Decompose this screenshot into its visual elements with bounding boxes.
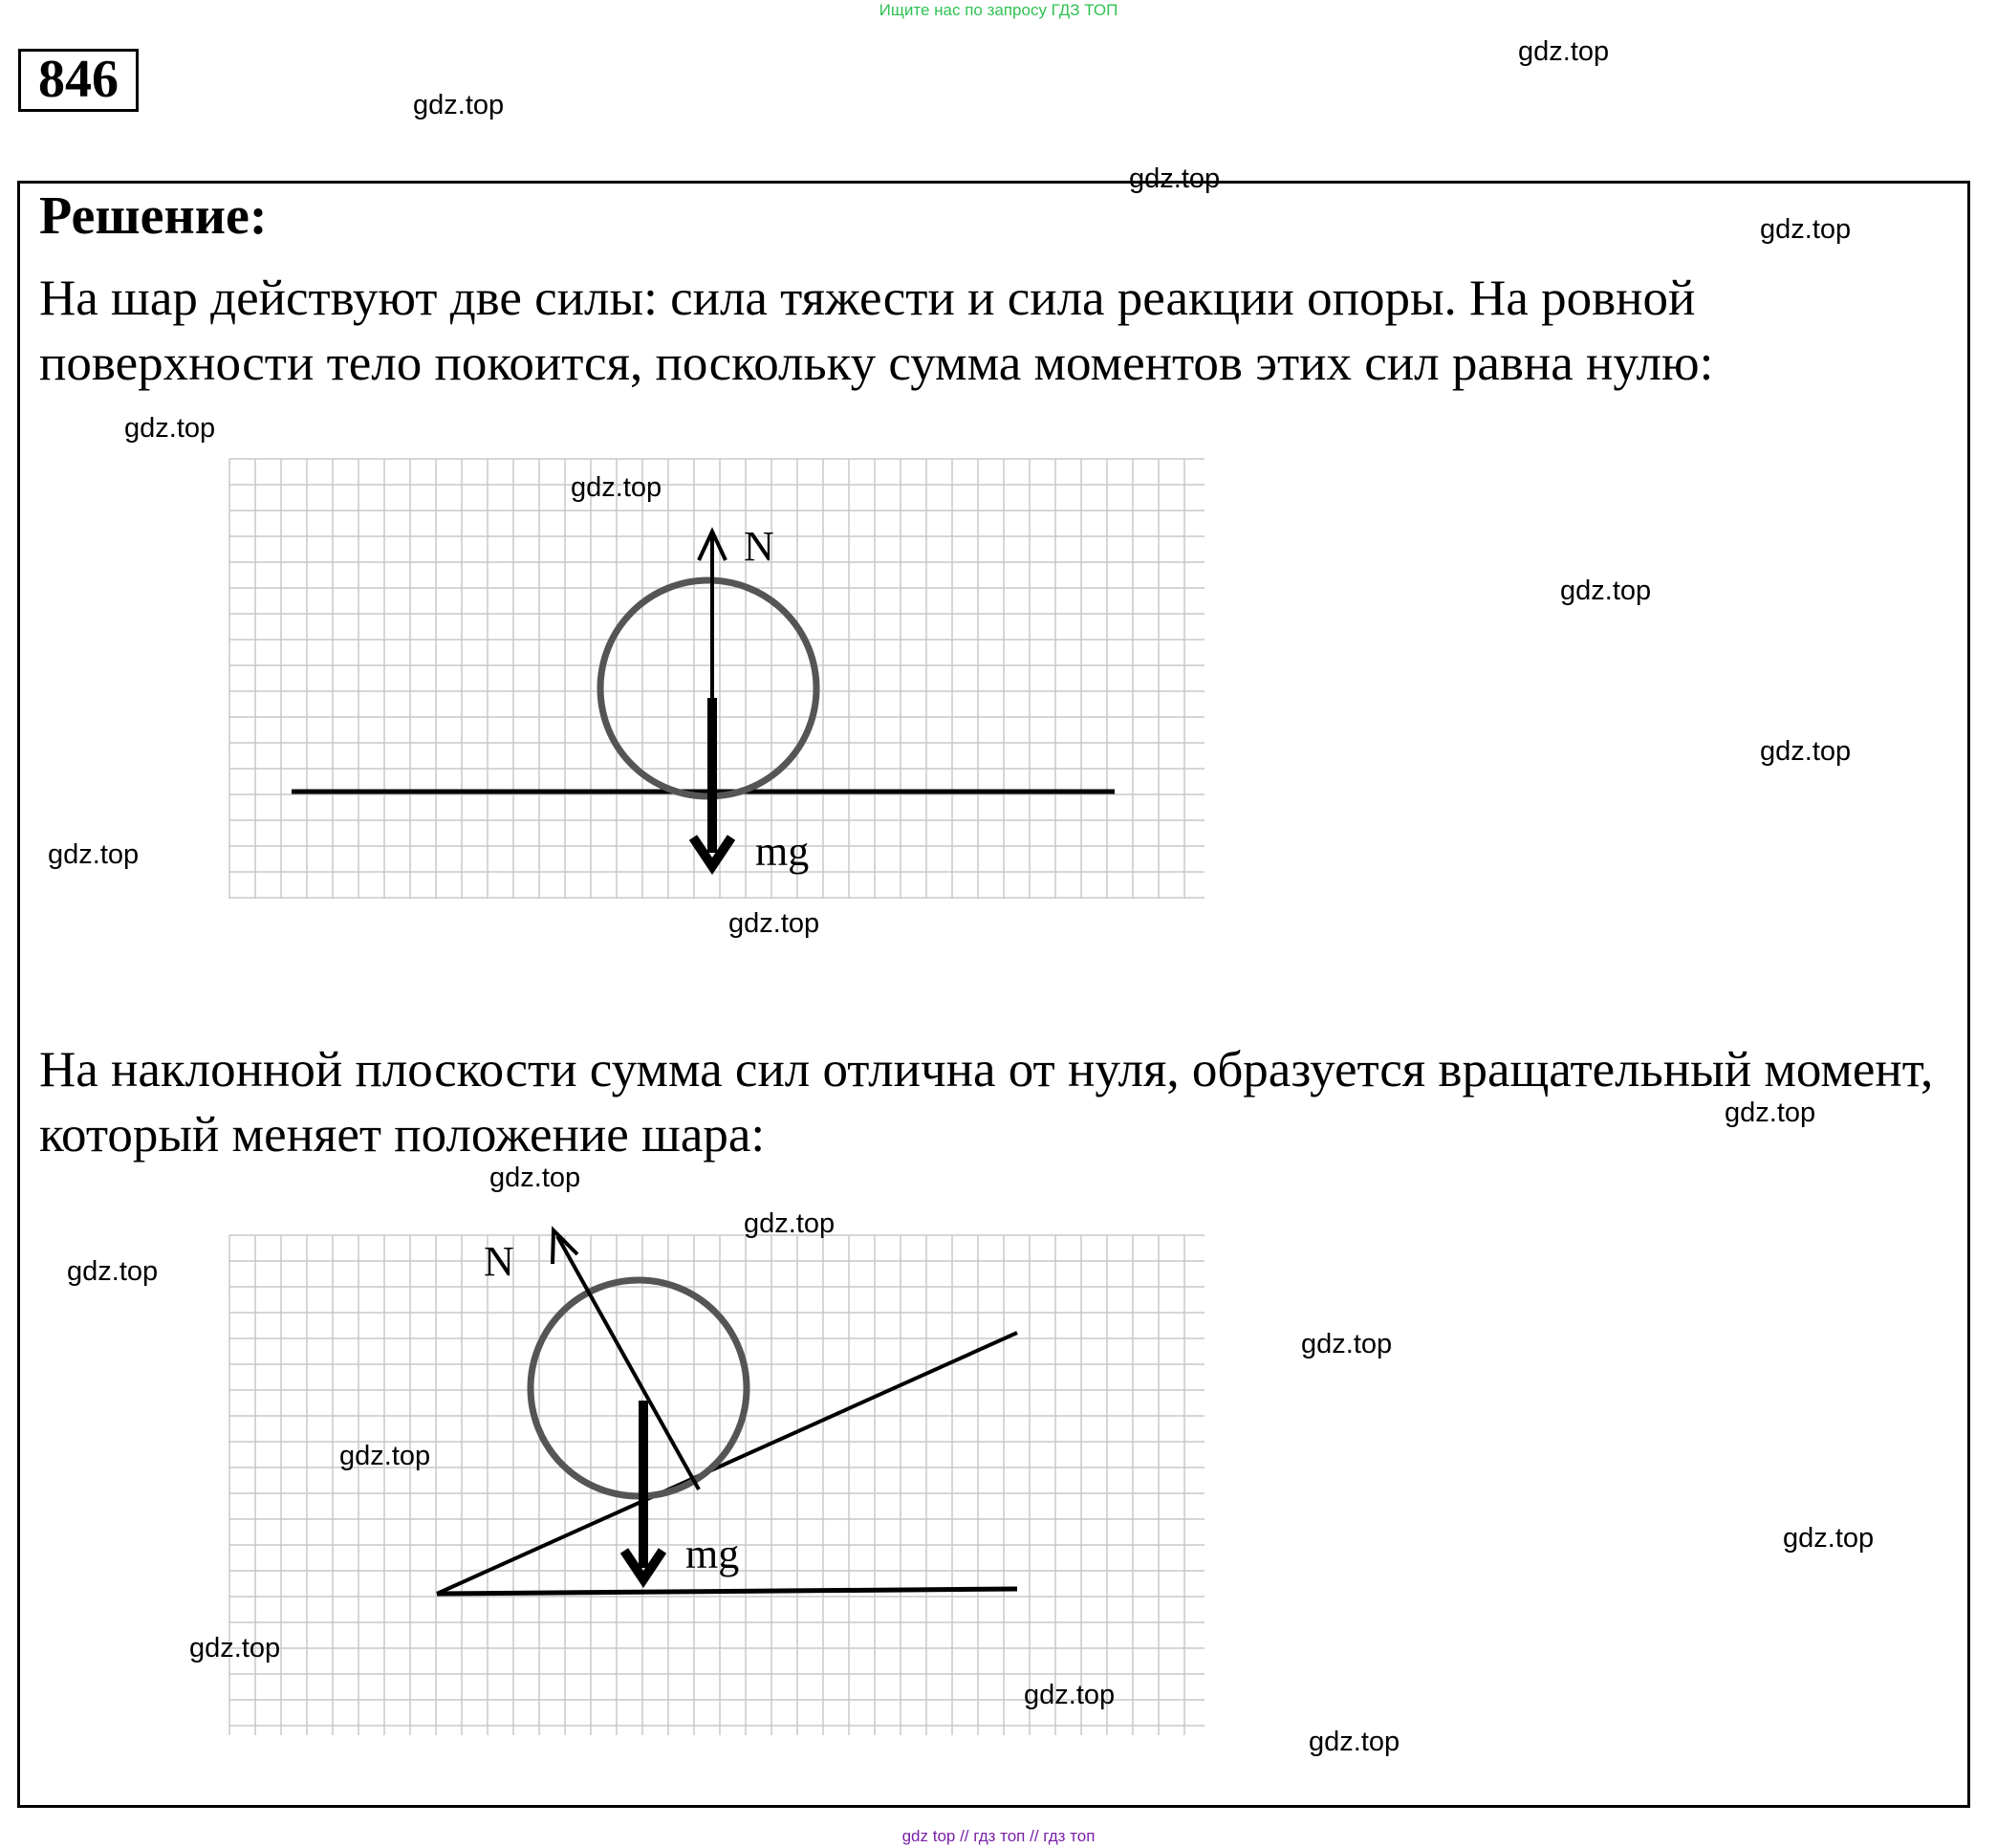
footer: gdz top // гдз топ // гдз топ	[901, 1827, 1096, 1845]
watermark: gdz.top	[744, 1208, 836, 1239]
watermark: gdz.top	[1783, 1523, 1875, 1554]
label-n-inclined: N	[484, 1238, 514, 1285]
watermark: gdz.top	[1024, 1680, 1116, 1710]
normal-force-arrow-inclined	[557, 1236, 699, 1489]
watermark: gdz.top	[728, 908, 820, 939]
watermark: gdz.top	[413, 90, 505, 120]
watermark: gdz.top	[1560, 576, 1652, 606]
watermark: gdz.top	[571, 472, 662, 503]
figure-flat-surface	[0, 449, 1243, 908]
watermark: gdz.top	[1309, 1727, 1400, 1757]
solution-heading: Решение:	[39, 186, 268, 246]
watermark: gdz.top	[1129, 163, 1221, 194]
label-mg-inclined: mg	[685, 1531, 740, 1577]
watermark: gdz.top	[339, 1441, 431, 1471]
label-mg-flat: mg	[755, 828, 810, 875]
watermark: gdz.top	[67, 1256, 159, 1287]
watermark: gdz.top	[1760, 214, 1852, 245]
watermark: gdz.top	[124, 413, 216, 444]
figure-inclined-plane	[0, 1224, 1243, 1740]
paragraph-inclined-plane: На наклонной плоскости сумма сил отлична от нуля, образуется вращательный момент, который меняет положение шара:	[39, 1042, 1934, 1163]
watermark: gdz.top	[189, 1633, 281, 1663]
problem-number: 846	[18, 49, 139, 112]
base-line	[437, 1589, 1017, 1594]
watermark: gdz.top	[489, 1163, 581, 1193]
watermark: gdz.top	[1725, 1098, 1816, 1128]
paragraph-flat-surface: На шар действуют две силы: сила тяжести и сила реакции опоры. На ровной поверхности тело покоится, поскольку сумма моментов этих сил равна нулю:	[39, 271, 1714, 391]
label-n-flat: N	[744, 523, 774, 570]
watermark: gdz.top	[1760, 736, 1852, 767]
watermark: gdz.top	[1301, 1329, 1393, 1359]
top-banner: Ищите нас по запросу ГДЗ ТОП	[879, 1, 1118, 19]
watermark: gdz.top	[48, 839, 140, 870]
watermark: gdz.top	[1518, 36, 1610, 67]
